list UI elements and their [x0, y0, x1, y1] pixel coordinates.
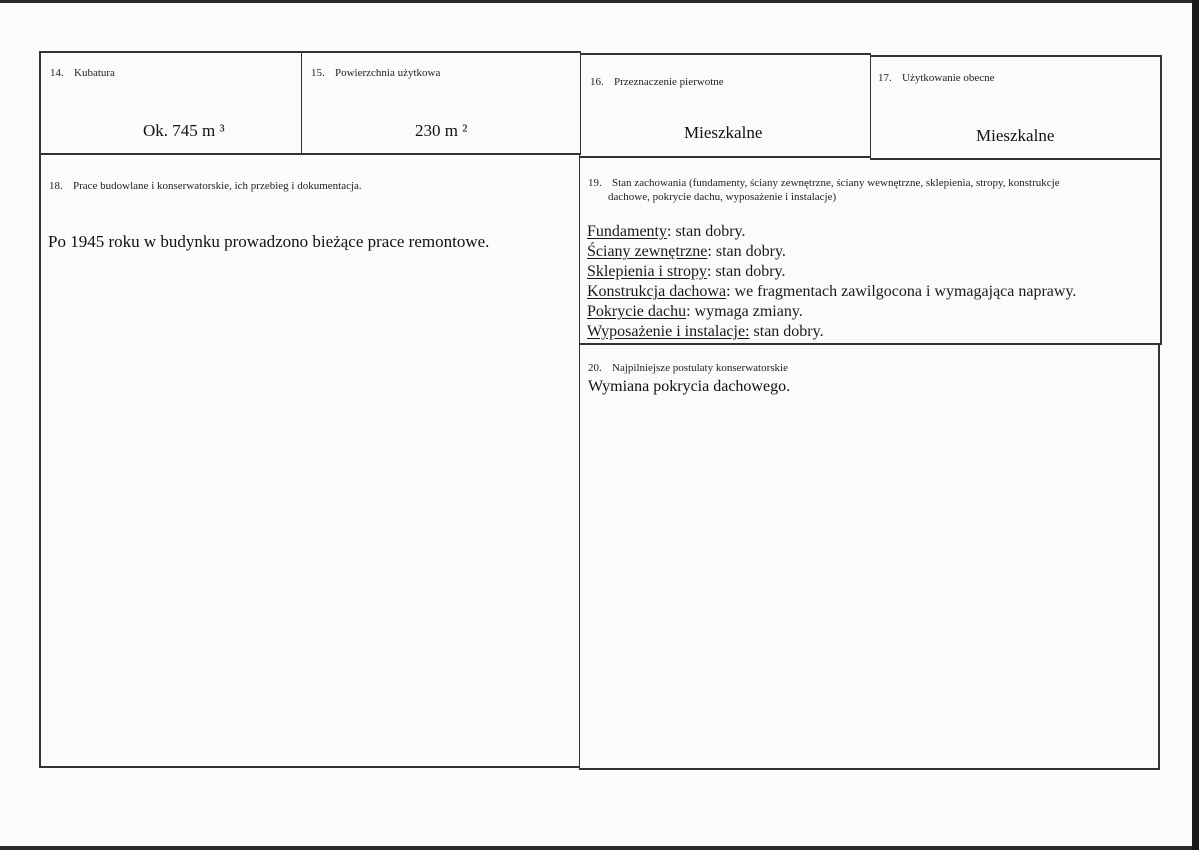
condition-sep: :: [726, 283, 731, 300]
condition-item-sciany: [587, 242, 1076, 262]
condition-text: we fragmentach zawilgocona i wymagająca naprawy.: [730, 283, 1077, 300]
condition-list: [587, 222, 1076, 342]
field-number: 18.: [49, 180, 63, 192]
condition-text: wymaga zmiany.: [690, 303, 803, 320]
condition-key: Fundamenty: [587, 223, 667, 240]
field-label-line2: dachowe, pokrycie dachu, wyposażenie i instalacje): [608, 191, 837, 203]
field-label: Najpilniejsze postulaty konserwatorskie: [612, 362, 788, 374]
field-14-value: Ok. 745 m ³: [143, 121, 225, 140]
condition-item-konstrukcja: [587, 282, 1076, 302]
field-20-label: [588, 362, 788, 374]
field-15-powierzchnia: [301, 51, 581, 155]
field-17-value: Mieszkalne: [976, 126, 1055, 145]
condition-item-fundamenty: [587, 222, 1076, 242]
condition-item-sklepienia: [587, 262, 1076, 282]
condition-sep: :: [706, 263, 712, 280]
condition-text: stan dobry.: [711, 263, 786, 280]
condition-key: Wyposażenie i instalacje:: [587, 323, 750, 340]
condition-key: Ściany zewnętrzne: [587, 243, 708, 260]
field-18-label: [49, 180, 362, 192]
condition-sep: :: [707, 243, 712, 260]
field-number: 16.: [590, 76, 604, 88]
field-label: Prace budowlane i konserwatorskie, ich przebieg i dokumentacja.: [73, 180, 362, 192]
scan-edge: [1192, 0, 1199, 850]
field-15-label: [311, 67, 440, 79]
field-17-uzytkowanie: [870, 55, 1162, 160]
field-18-value: Po 1945 roku w budynku prowadzono bieżące prace remontowe.: [48, 232, 490, 251]
field-label: Użytkowanie obecne: [902, 72, 995, 84]
field-number: 20.: [588, 362, 602, 374]
field-16-label: [590, 76, 724, 88]
field-15-value: 230 m ²: [415, 121, 468, 140]
condition-item-pokrycie: [587, 302, 1076, 322]
field-20-postulaty: [579, 343, 1160, 770]
condition-key: Konstrukcja dachowa: [587, 283, 727, 300]
field-18-prace: [39, 154, 580, 768]
field-19-label: [588, 176, 1060, 204]
condition-text: stan dobry.: [671, 223, 746, 240]
field-14-label: [50, 67, 115, 79]
field-17-label: [878, 72, 995, 84]
field-number: 14.: [50, 67, 64, 79]
field-19-stan-zachowania: [579, 157, 1162, 345]
condition-key: Sklepienia i stropy: [587, 263, 707, 280]
field-label-line1: Stan zachowania (fundamenty, ściany zewnętrzne, ściany wewnętrzne, sklepienia, stropy, konstrukcje: [612, 177, 1060, 189]
field-number: 19.: [588, 177, 602, 189]
condition-key: Pokrycie dachu: [587, 303, 687, 320]
condition-item-wyposazenie: [587, 322, 1076, 342]
field-14-kubatura: [39, 51, 302, 155]
field-label: Powierzchnia użytkowa: [335, 67, 441, 79]
condition-text: stan dobry.: [749, 323, 824, 340]
field-16-value: Mieszkalne: [684, 123, 763, 142]
field-label: Przeznaczenie pierwotne: [614, 76, 724, 88]
field-label: Kubatura: [74, 67, 115, 79]
condition-sep: :: [667, 223, 672, 240]
field-number: 15.: [311, 67, 325, 79]
field-16-przeznaczenie: [580, 53, 871, 158]
field-20-value: Wymiana pokrycia dachowego.: [588, 378, 791, 395]
condition-sep: :: [686, 303, 691, 320]
field-number: 17.: [878, 72, 892, 84]
condition-text: stan dobry.: [711, 243, 786, 260]
